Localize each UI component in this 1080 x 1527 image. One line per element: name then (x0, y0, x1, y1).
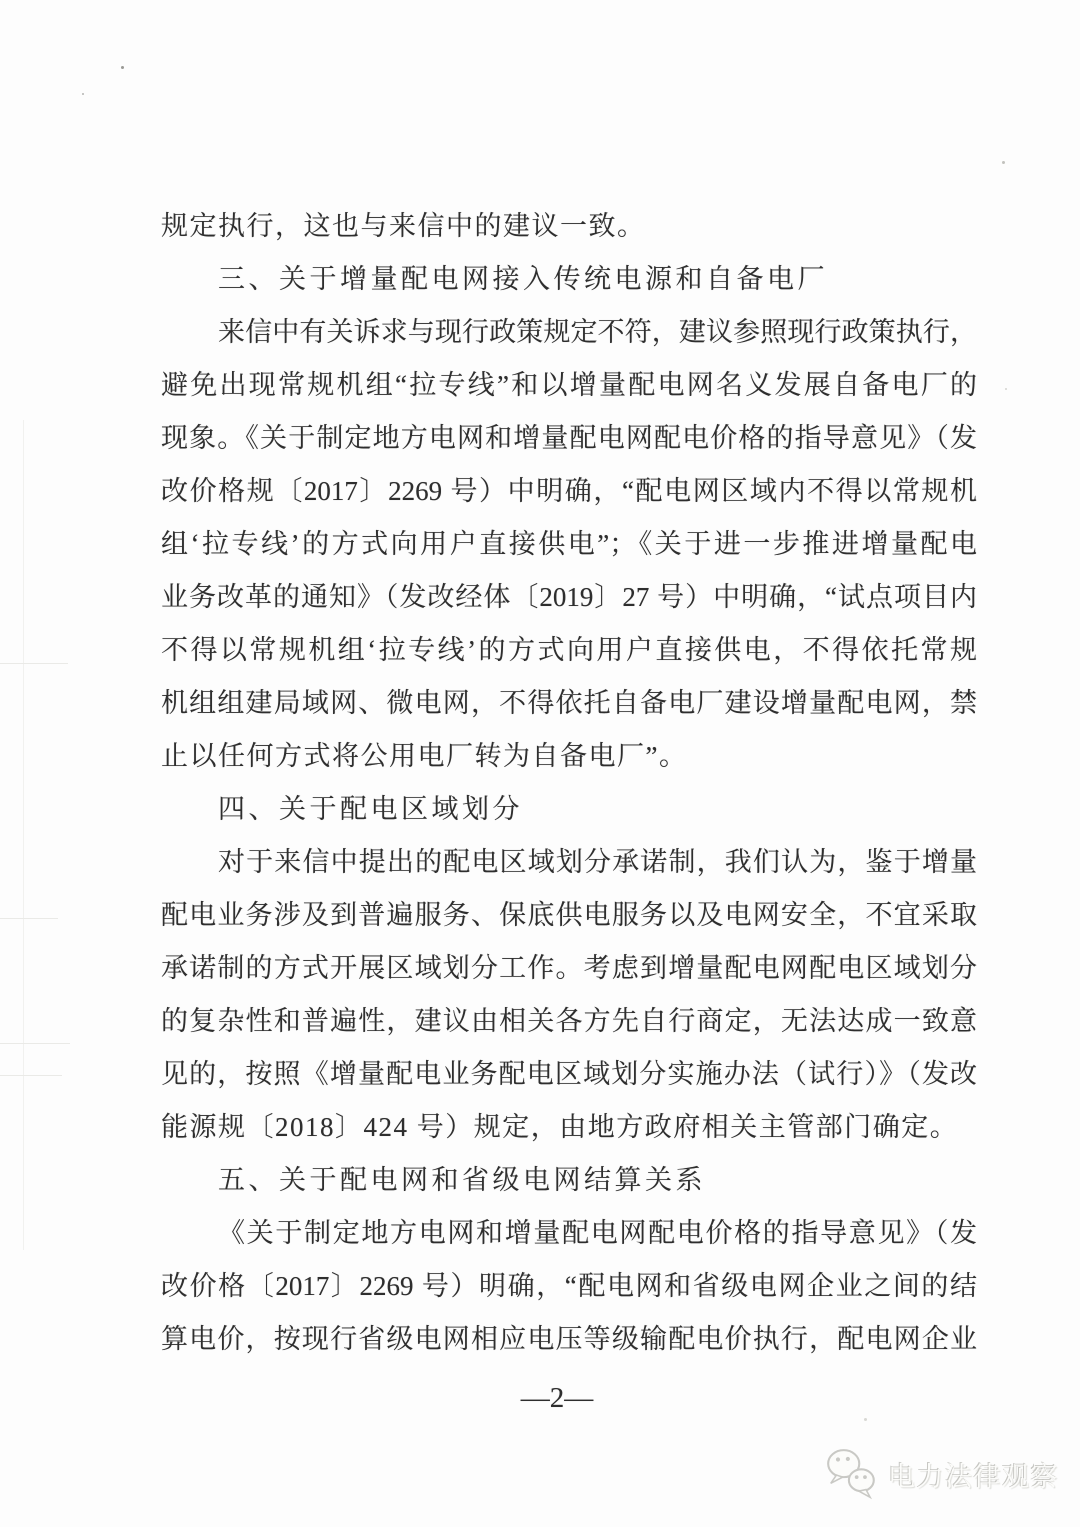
page-number: —2— (520, 1382, 594, 1414)
text-line: 改价格规〔2017〕2269 号）中明确，“配电网区域内不得以常规机 (161, 476, 977, 506)
scan-line-artifact (0, 663, 68, 664)
text-line: 改价格〔2017〕2269 号）明确，“配电网和省级电网企业之间的结 (161, 1271, 977, 1301)
section-heading: 四、关于配电区域划分 (218, 794, 523, 824)
text-line: 避免出现常规机组“拉专线”和以增量配电网名义发展自备电厂的 (161, 370, 977, 400)
text-line: 对于来信中提出的配电区域划分承诺制，我们认为，鉴于增量 (218, 847, 977, 877)
text-line: 机组组建局域网、微电网，不得依托自备电厂建设增量配电网，禁 (161, 688, 977, 718)
scan-speck (82, 93, 84, 95)
text-line: 止以任何方式将公用电厂转为自备电厂”。 (161, 741, 688, 771)
scan-line-artifact (0, 1075, 62, 1076)
text-line: 见的，按照《增量配电业务配电区域划分实施办法（试行）》（发改 (161, 1059, 977, 1089)
wechat-icon (824, 1446, 880, 1502)
text-line: 不得以常规机组‘拉专线’的方式向用户直接供电，不得依托常规 (161, 635, 977, 665)
scan-line-artifact (0, 1043, 70, 1044)
text-line: 组‘拉专线’的方式向用户直接供电”；《关于进一步推进增量配电 (161, 529, 977, 559)
text-line: 能源规〔2018〕424 号）规定，由地方政府相关主管部门确定。 (161, 1112, 959, 1142)
text-line: 《关于制定地方电网和增量配电网配电价格的指导意见》（发 (218, 1218, 977, 1248)
text-line: 的复杂性和普遍性，建议由相关各方先自行商定，无法达成一致意 (161, 1006, 977, 1036)
scan-line-artifact (23, 420, 24, 1250)
scan-speck (121, 66, 124, 69)
text-line: 现象。《关于制定地方电网和增量配电网配电价格的指导意见》（发 (161, 423, 977, 453)
text-line: 来信中有关诉求与现行政策规定不符，建议参照现行政策执行， (218, 317, 977, 347)
watermark-label: 电力法律观察 (888, 1461, 1059, 1492)
text-line: 算电价，按现行省级电网相应电压等级输配电价执行，配电网企业 (161, 1324, 977, 1354)
text-line: 配电业务涉及到普遍服务、保底供电服务以及电网安全，不宜采取 (161, 900, 977, 930)
scan-speck (1002, 161, 1005, 164)
text-line: 承诺制的方式开展区域划分工作。考虑到增量配电网配电区域划分 (161, 953, 977, 983)
section-heading: 五、关于配电网和省级电网结算关系 (218, 1165, 706, 1195)
scan-line-artifact (0, 918, 58, 919)
text-line: 规定执行，这也与来信中的建议一致。 (161, 211, 646, 241)
text-line: 业务改革的通知》（发改经体〔2019〕27 号）中明确，“试点项目内 (161, 582, 977, 612)
watermark (824, 1446, 1059, 1502)
scan-speck (1005, 388, 1007, 390)
document-body (161, 200, 977, 1366)
section-heading: 三、关于增量配电网接入传统电源和自备电厂 (218, 264, 828, 294)
